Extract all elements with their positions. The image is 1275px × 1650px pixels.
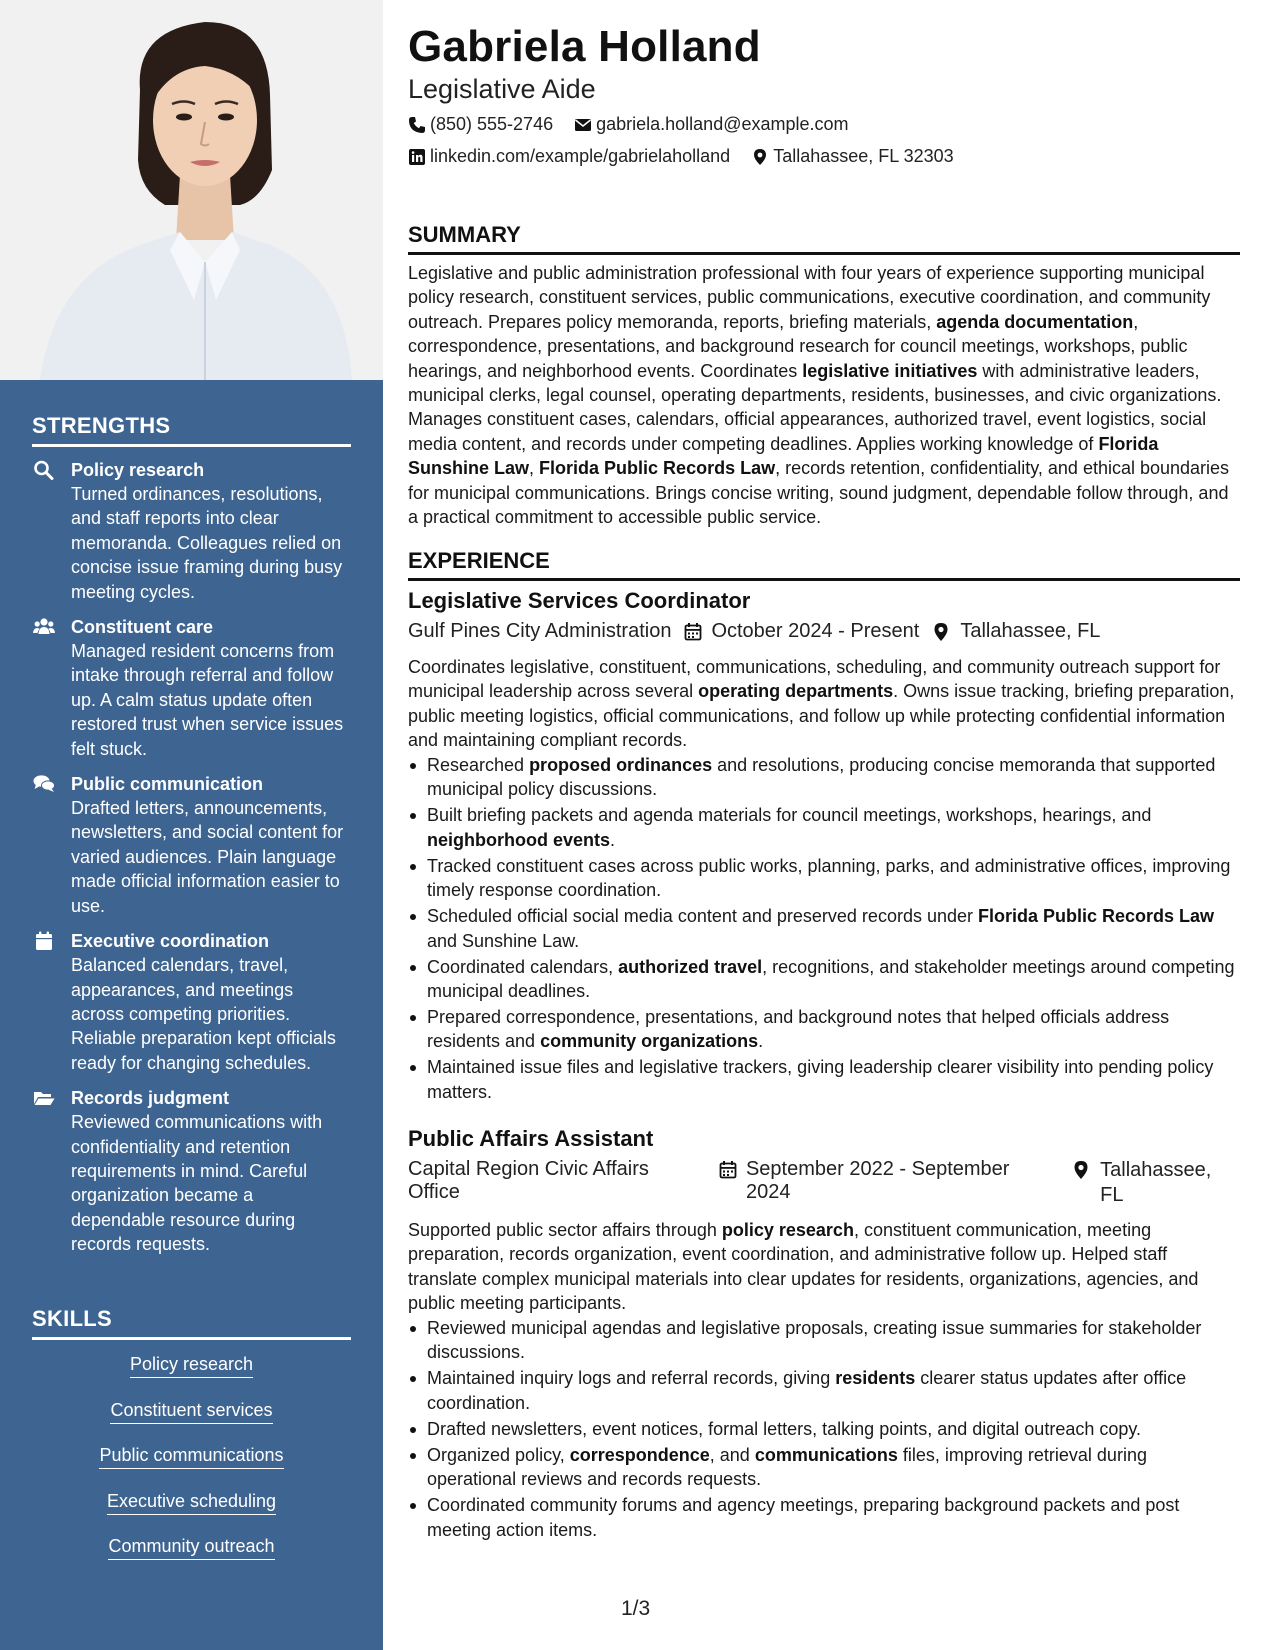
- contact-row: [408, 114, 865, 139]
- bullet-item: Coordinated community forums and agency meetings, preparing background packets and post meeting action items.: [408, 1493, 1240, 1542]
- job-meta: [408, 1158, 1240, 1208]
- phone-contact[interactable]: [408, 114, 553, 135]
- bullet-item: Prepared correspondence, presentations, and background notes that helped officials address residents and community organizations.: [408, 1005, 1240, 1054]
- strength-title: Public communication: [71, 774, 264, 795]
- strength-item: [32, 772, 351, 918]
- page-number: 1/3: [621, 1597, 651, 1620]
- bullet-item: Maintained inquiry logs and referral records, giving residents clearer status updates after office coordination.: [408, 1366, 1240, 1415]
- magnifier-icon: [33, 460, 55, 480]
- calendar-icon: [718, 1160, 738, 1180]
- job-location: Tallahassee, FL: [1100, 1159, 1212, 1206]
- strength-title: Executive coordination: [71, 931, 270, 952]
- skill-label: Constituent services: [110, 1400, 272, 1424]
- bullet-item: Organized policy, correspondence, and communications files, improving retrieval during operational reviews and records requests.: [408, 1443, 1240, 1492]
- summary-text: Legislative and public administration professional with four years of experience supporting municipal policy research, constituent services, public communications, executive coordination, and community outreach. Prepares policy memoranda, reports, briefing materials, agenda documentation, correspondence, presentations, and background research for council meetings, workshops, public hearings, and neighborhood events. Coordinates legislative initiatives with administrative leaders, municipal clerks, legal counsel, operating departments, residents, businesses, and civic organizations. Manages constituent cases, calendars, official appearances, authorized travel, event logistics, social media content, and records under competing deadlines. Applies working knowledge of Florida Sunshine Law, Florida Public Records Law, records retention, confidentiality, and ethical boundaries for municipal communications. Brings concise writing, sound judgment, dependable follow through, and a practical commitment to accessible public service.: [408, 263, 1230, 528]
- linkedin-icon: [408, 148, 426, 166]
- users-icon: [33, 617, 55, 637]
- sidebar: [0, 0, 383, 1650]
- candidate-name: Gabriela Holland: [408, 22, 761, 71]
- experience-heading: EXPERIENCE: [408, 548, 1240, 581]
- strength-title: Constituent care: [71, 617, 214, 638]
- chat-bubbles-icon: [33, 774, 55, 794]
- skill-item: [32, 1445, 351, 1491]
- strength-description: Balanced calendars, travel, appearances, and meetings across competing priorities. Reliable preparation kept officials ready for changing schedules.: [71, 955, 336, 1073]
- map-pin-icon: [1071, 1160, 1091, 1180]
- job-bullets: [408, 753, 1240, 1106]
- job-title: Legislative Services Coordinator: [408, 588, 751, 613]
- linkedin-contact[interactable]: [408, 146, 730, 167]
- bullet-item: Reviewed municipal agendas and legislative proposals, creating issue summaries for stakeholder discussions.: [408, 1316, 1240, 1365]
- bullet-item: Built briefing packets and agenda materials for council meetings, workshops, hearings, and neighborhood events.: [408, 803, 1240, 852]
- strengths-heading: STRENGTHS: [32, 413, 351, 447]
- folder-open-icon: [33, 1088, 55, 1108]
- bullet-item: Tracked constituent cases across public works, planning, parks, and administrative offices, improving timely response coordination.: [408, 854, 1240, 903]
- job-dates: October 2024 - Present: [711, 620, 920, 642]
- strength-item: [32, 1086, 351, 1256]
- location-contact: [751, 146, 953, 167]
- strength-item: [32, 458, 351, 604]
- summary-heading: SUMMARY: [408, 222, 1240, 255]
- map-pin-icon: [931, 622, 951, 642]
- strength-title: Records judgment: [71, 1088, 230, 1109]
- phone-number: (850) 555-2746: [430, 114, 554, 134]
- map-pin-icon: [751, 148, 769, 166]
- strength-description: Managed resident concerns from intake through referral and follow up. A calm status update often restored trust when service issues felt stuck.: [71, 641, 344, 759]
- strengths-section: [32, 413, 351, 1257]
- contact-row: [408, 146, 970, 171]
- job-location: Tallahassee, FL: [960, 620, 1101, 642]
- job-description: Coordinates legislative, constituent, communications, scheduling, and community outreach support for municipal leadership across several operating departments. Owns issue tracking, briefing preparation, public meeting logistics, official communications, and follow up while protecting confidential information and maintaining compliant records.: [408, 657, 1235, 751]
- strength-description: Drafted letters, announcements, newsletters, and social content for varied audiences. Plain language made official information easier to use.: [71, 798, 344, 916]
- skill-label: Public communications: [99, 1445, 283, 1469]
- calendar-icon: [33, 931, 55, 951]
- skill-item: [32, 1354, 351, 1400]
- envelope-icon: [574, 116, 592, 134]
- company-name: Gulf Pines City Administration: [408, 620, 672, 642]
- bullet-item: Scheduled official social media content and preserved records under Florida Public Records Law and Sunshine Law.: [408, 904, 1240, 953]
- profile-photo: [0, 0, 383, 380]
- email-address: gabriela.holland@example.com: [596, 114, 849, 134]
- job-description: Supported public sector affairs through policy research, constituent communication, meeting preparation, records organization, event coordination, and administrative follow up. Helped staff translate complex municipal materials into clear updates for residents, organizations, agencies, and public meeting participants.: [408, 1220, 1199, 1314]
- skill-item: [32, 1536, 351, 1582]
- bullet-item: Researched proposed ordinances and resolutions, producing concise memoranda that supported municipal policy discussions.: [408, 753, 1240, 802]
- strength-item: [32, 929, 351, 1075]
- bullet-item: Drafted newsletters, event notices, formal letters, talking points, and digital outreach copy.: [408, 1417, 1240, 1441]
- skill-label: Policy research: [130, 1354, 253, 1378]
- skill-item: [32, 1400, 351, 1446]
- skill-label: Executive scheduling: [107, 1491, 276, 1515]
- strength-item: [32, 615, 351, 761]
- bullet-item: Coordinated calendars, authorized travel, recognitions, and stakeholder meetings around competing municipal deadlines.: [408, 955, 1240, 1004]
- job-title: Public Affairs Assistant: [408, 1126, 654, 1151]
- phone-icon: [408, 116, 426, 134]
- email-contact[interactable]: [574, 114, 848, 135]
- location-text: Tallahassee, FL 32303: [773, 146, 954, 166]
- skills-section: [32, 1306, 351, 1582]
- strength-description: Reviewed communications with confidentiality and retention requirements in mind. Careful organization became a dependable resource during records requests.: [71, 1112, 323, 1255]
- job-dates: September 2022 - September 2024: [745, 1158, 1010, 1203]
- strength-title: Policy research: [71, 460, 205, 480]
- strength-description: Turned ordinances, resolutions, and staff reports into clear memoranda. Colleagues relied on concise issue framing during busy meeting cycles.: [71, 484, 343, 602]
- skills-list: [32, 1354, 351, 1582]
- job-meta: [408, 620, 1240, 643]
- skill-item: [32, 1491, 351, 1537]
- job-bullets: [408, 1316, 1240, 1544]
- skill-label: Community outreach: [108, 1536, 274, 1560]
- linkedin-url: linkedin.com/example/gabrielaholland: [430, 146, 731, 166]
- company-name: Capital Region Civic Affairs Office: [408, 1158, 649, 1203]
- calendar-icon: [683, 622, 703, 642]
- candidate-role: Legislative Aide: [408, 74, 596, 104]
- bullet-item: Maintained issue files and legislative trackers, giving leadership clearer visibility into pending policy matters.: [408, 1055, 1240, 1104]
- skills-heading: SKILLS: [32, 1306, 351, 1340]
